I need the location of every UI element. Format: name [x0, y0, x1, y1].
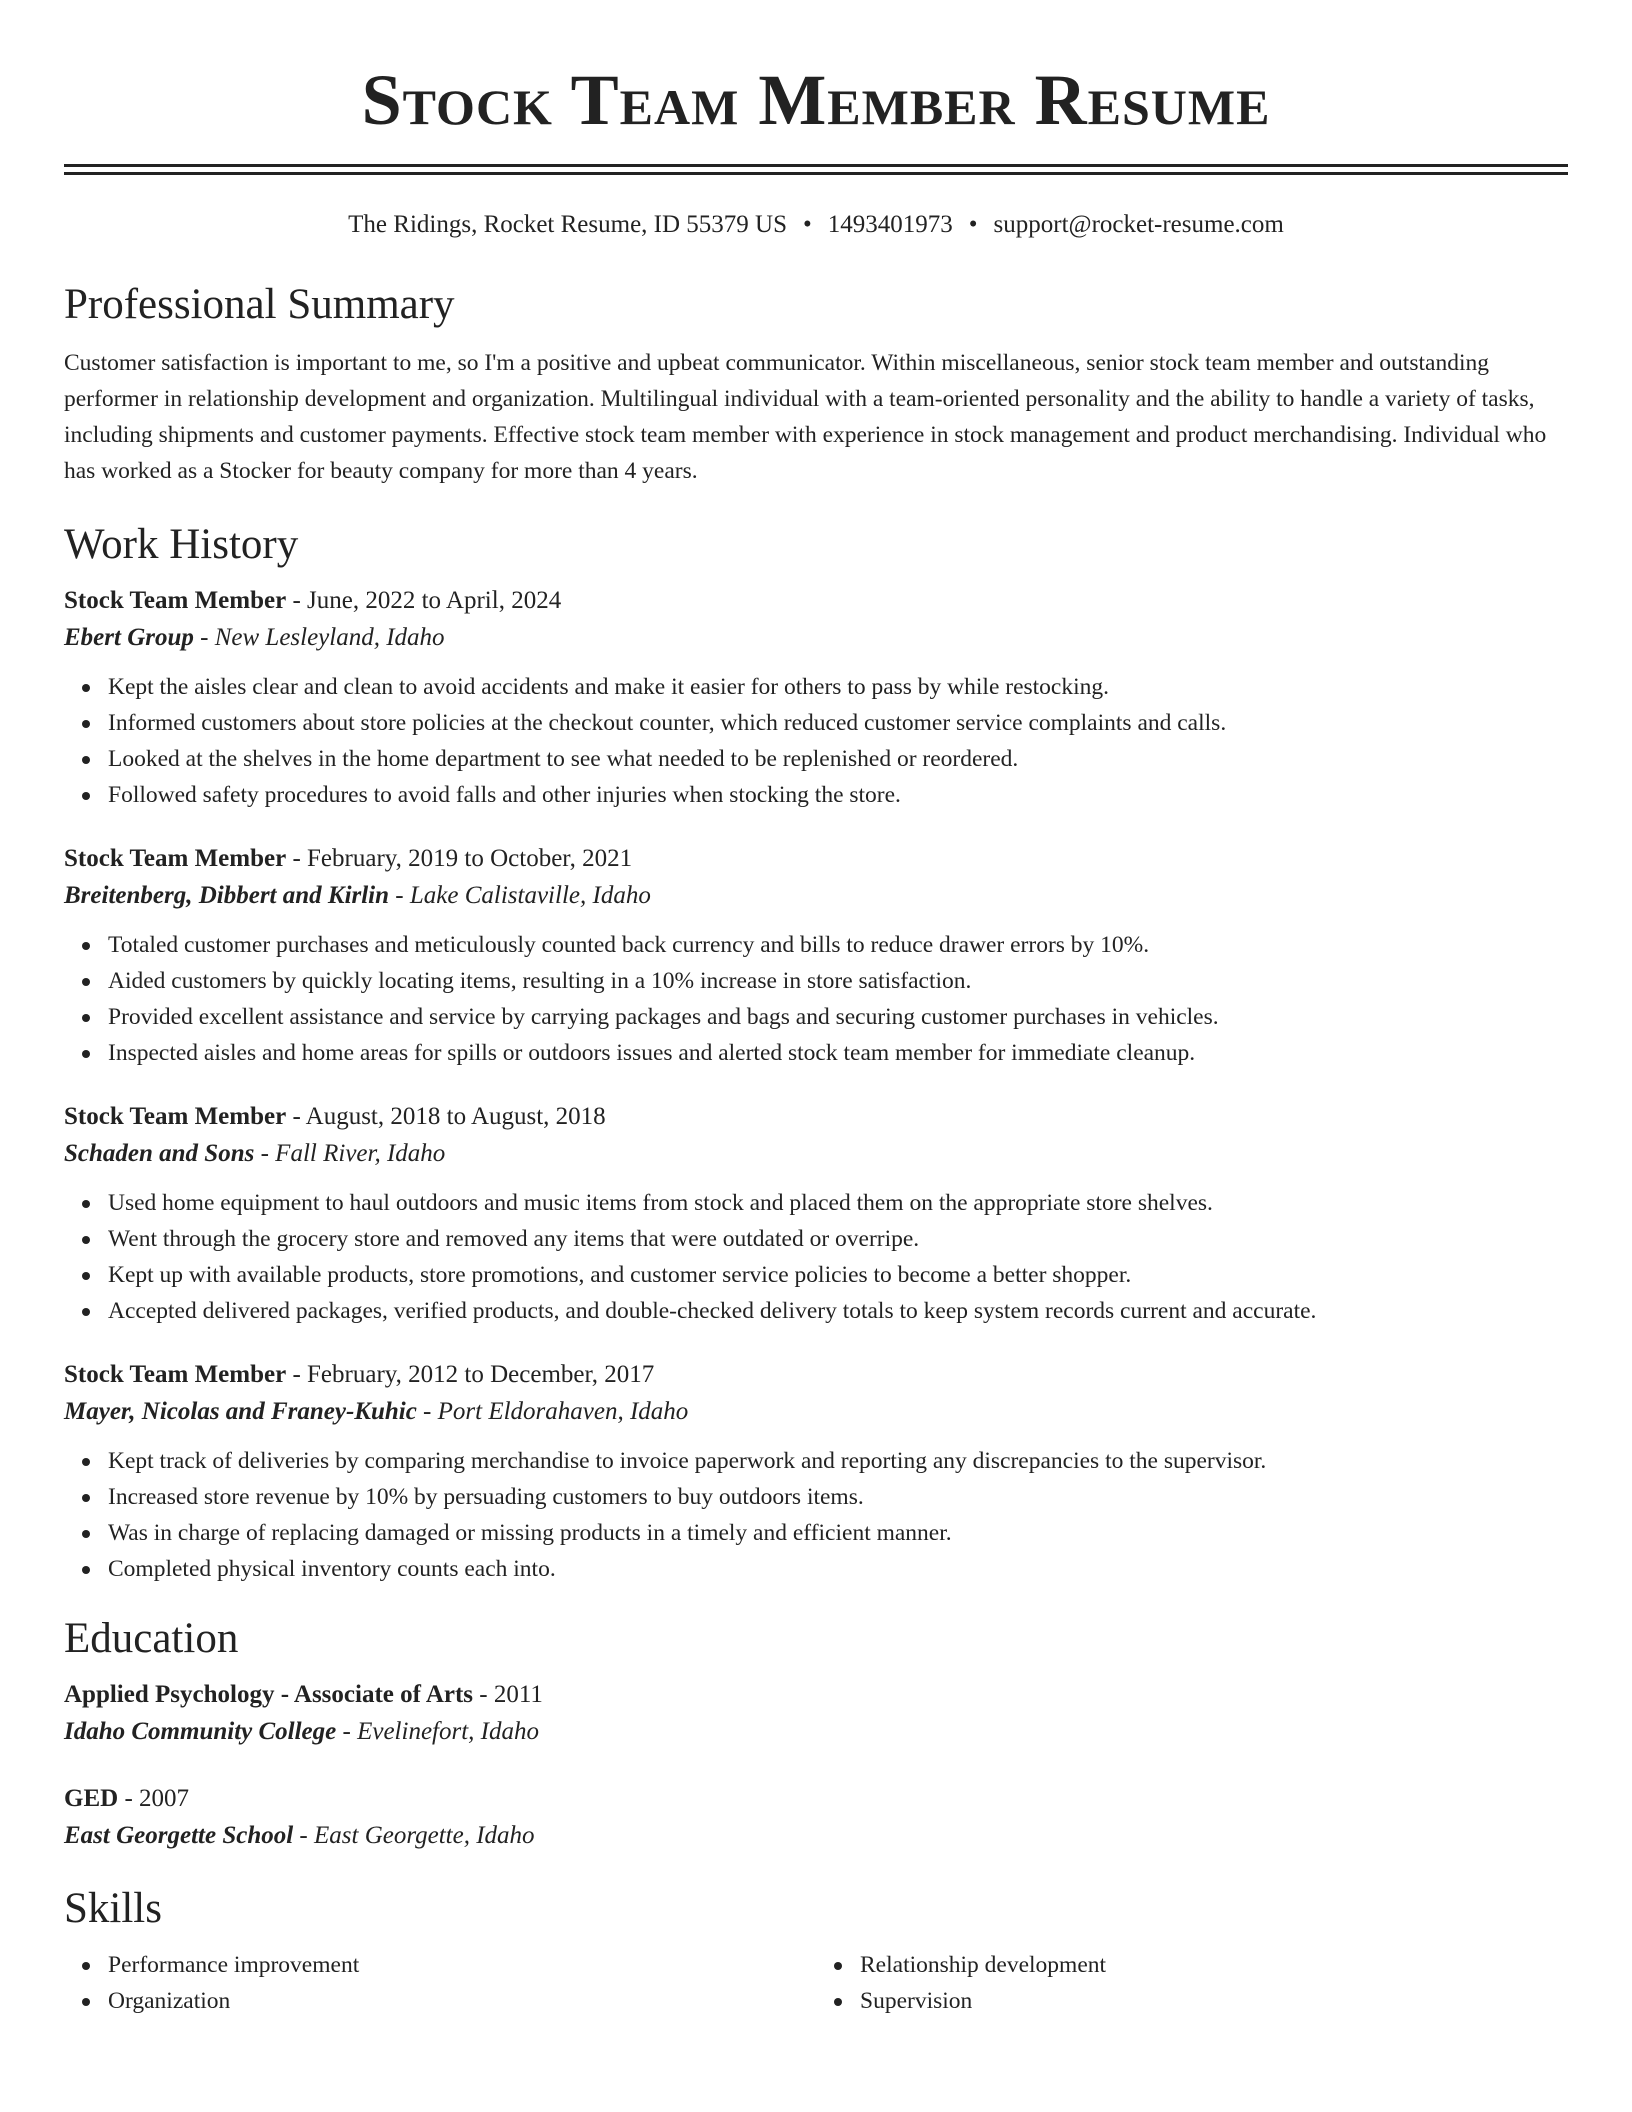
job-title-line — [64, 1357, 1568, 1393]
contact-address: The Ridings, Rocket Resume, ID 55379 US — [348, 211, 788, 238]
employer-location: - New Lesleyland, Idaho — [193, 624, 445, 651]
job-entry — [64, 841, 1568, 1071]
job-dates: - February, 2019 to October, 2021 — [286, 845, 633, 872]
school-name: Idaho Community College — [64, 1718, 337, 1745]
job-title: Stock Team Member — [64, 1361, 287, 1388]
job-title-line — [64, 583, 1568, 619]
job-title: Stock Team Member — [64, 1103, 287, 1130]
job-title-line — [64, 841, 1568, 877]
job-bullets — [64, 1443, 1568, 1587]
job-bullets — [64, 669, 1568, 813]
degree-year: - 2007 — [118, 1785, 190, 1812]
contact-line — [64, 209, 1568, 241]
employer-name: Ebert Group — [64, 624, 194, 651]
employer-location: - Lake Calistaville, Idaho — [389, 882, 651, 909]
skills-columns — [64, 1935, 1568, 2019]
job-bullet: Looked at the shelves in the home department to see what needed to be replenished or reordered. — [108, 741, 1568, 777]
school-name: East Georgette School — [64, 1822, 294, 1849]
skills-left-column — [64, 1947, 816, 2019]
job-bullet: Informed customers about store policies at the checkout counter, which reduced customer service complaints and calls. — [108, 705, 1568, 741]
employer-line — [64, 619, 1568, 657]
employer-line — [64, 1393, 1568, 1431]
job-bullet: Was in charge of replacing damaged or missing products in a timely and efficient manner. — [108, 1515, 1568, 1551]
education-entry — [64, 1781, 1568, 1855]
employer-location: - Port Eldorahaven, Idaho — [416, 1398, 689, 1425]
skill-item: Performance improvement — [108, 1947, 816, 1983]
job-dates: - June, 2022 to April, 2024 — [286, 587, 562, 614]
job-bullet: Kept up with available products, store promotions, and customer service policies to become a better shopper. — [108, 1257, 1568, 1293]
job-bullet: Followed safety procedures to avoid falls and other injuries when stocking the store. — [108, 777, 1568, 813]
job-bullet: Kept the aisles clear and clean to avoid accidents and make it easier for others to pass by while restocking. — [108, 669, 1568, 705]
job-bullet: Increased store revenue by 10% by persuading customers to buy outdoors items. — [108, 1479, 1568, 1515]
degree-name: GED — [64, 1785, 119, 1812]
job-title: Stock Team Member — [64, 845, 287, 872]
skill-item: Supervision — [860, 1983, 1568, 2019]
job-title: Stock Team Member — [64, 587, 287, 614]
job-bullet: Inspected aisles and home areas for spills or outdoors issues and alerted stock team member for immediate cleanup. — [108, 1035, 1568, 1071]
job-bullet: Aided customers by quickly locating items, resulting in a 10% increase in store satisfaction. — [108, 963, 1568, 999]
skill-item: Relationship development — [860, 1947, 1568, 1983]
job-title-line — [64, 1099, 1568, 1135]
education-entry — [64, 1677, 1568, 1751]
degree-line — [64, 1677, 1568, 1713]
contact-separator: • — [803, 211, 812, 238]
contact-separator: • — [968, 211, 978, 238]
school-line — [64, 1817, 1568, 1855]
education-heading: Education — [64, 1615, 239, 1662]
degree-name: Applied Psychology - Associate of Arts — [64, 1681, 474, 1708]
job-bullets — [64, 1185, 1568, 1329]
summary-heading: Professional Summary — [64, 281, 455, 328]
job-bullets — [64, 927, 1568, 1071]
work-history-heading: Work History — [64, 521, 299, 568]
summary-text: Customer satisfaction is important to me, so I'm a positive and upbeat communicator. Within miscellaneous, senior stock team member and outstanding performer in relationship development and organization. Multilingual individual with a team-oriented personality and the ability to handle a variety of tasks, including shipments and customer payments. Effective stock team member with experience in stock management and product merchandising. Individual who has worked as a Stocker for beauty company for more than 4 years. — [64, 350, 1547, 484]
skills-right-column — [816, 1947, 1568, 2019]
job-bullet: Totaled customer purchases and meticulously counted back currency and bills to reduce drawer errors by 10%. — [108, 927, 1568, 963]
resume-title: Stock Team Member Resume — [361, 60, 1271, 140]
employer-line — [64, 1135, 1568, 1173]
title-double-rule — [64, 164, 1568, 175]
job-entry — [64, 1099, 1568, 1329]
job-bullet: Used home equipment to haul outdoors and music items from stock and placed them on the appropriate store shelves. — [108, 1185, 1568, 1221]
employer-name: Breitenberg, Dibbert and Kirlin — [64, 882, 390, 909]
job-entry — [64, 583, 1568, 813]
contact-phone: 1493401973 — [827, 211, 953, 238]
job-bullet: Accepted delivered packages, verified products, and double-checked delivery totals to keep system records current and accurate. — [108, 1293, 1568, 1329]
degree-line — [64, 1781, 1568, 1817]
skill-item: Organization — [108, 1983, 816, 2019]
employer-name: Schaden and Sons — [64, 1140, 255, 1167]
contact-email[interactable]: support@rocket-resume.com — [993, 211, 1284, 238]
job-dates: - February, 2012 to December, 2017 — [286, 1361, 655, 1388]
employer-line — [64, 877, 1568, 915]
school-location: - Evelinefort, Idaho — [336, 1718, 539, 1745]
job-dates: - August, 2018 to August, 2018 — [286, 1103, 606, 1130]
skills-heading: Skills — [64, 1885, 162, 1932]
job-bullet: Provided excellent assistance and service by carrying packages and bags and securing customer purchases in vehicles. — [108, 999, 1568, 1035]
employer-name: Mayer, Nicolas and Franey-Kuhic — [64, 1398, 417, 1425]
degree-year: - 2011 — [473, 1681, 543, 1708]
school-line — [64, 1713, 1568, 1751]
job-entry — [64, 1357, 1568, 1587]
job-bullet: Went through the grocery store and removed any items that were outdated or overripe. — [108, 1221, 1568, 1257]
job-bullet: Completed physical inventory counts each into. — [108, 1551, 1568, 1587]
school-location: - East Georgette, Idaho — [293, 1822, 535, 1849]
job-bullet: Kept track of deliveries by comparing merchandise to invoice paperwork and reporting any discrepancies to the supervisor. — [108, 1443, 1568, 1479]
employer-location: - Fall River, Idaho — [254, 1140, 446, 1167]
